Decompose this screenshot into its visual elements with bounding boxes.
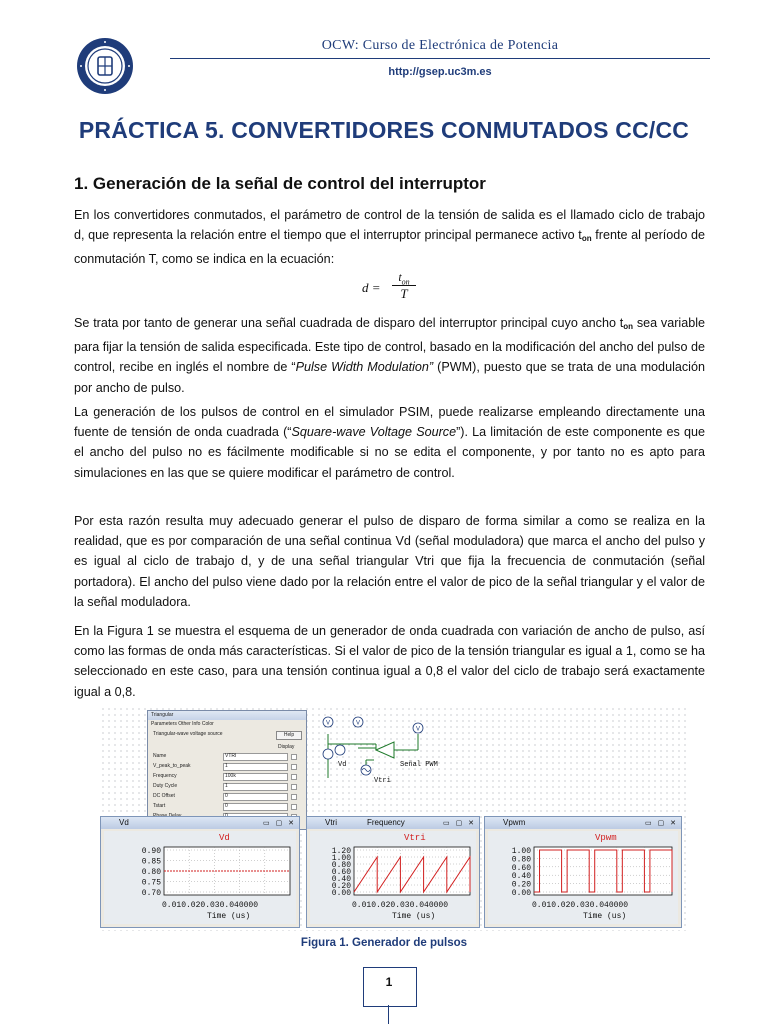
- param-value-input[interactable]: 1: [223, 783, 288, 791]
- display-checkbox[interactable]: [291, 754, 297, 760]
- display-checkbox[interactable]: [291, 764, 297, 770]
- display-checkbox[interactable]: [291, 774, 297, 780]
- dialog-subtitle: Triangular-wave voltage source: [153, 731, 223, 737]
- y-tick-label: 0.80: [511, 855, 531, 865]
- trace-name: Vpwm: [595, 833, 617, 843]
- dialog-title: Triangular: [148, 711, 306, 720]
- plot-area: [534, 847, 672, 895]
- param-row: [153, 763, 298, 770]
- y-tick-label: 0.40: [511, 872, 531, 882]
- section-heading: 1. Generación de la señal de control del interruptor: [74, 174, 486, 193]
- param-value-input[interactable]: VTRI: [223, 753, 288, 761]
- y-tick-label: 0.60: [511, 863, 531, 873]
- scope-window-vpwm[interactable]: [484, 816, 682, 928]
- param-value-input[interactable]: 0: [223, 793, 288, 801]
- window-buttons[interactable]: ▭ ▢ ✕: [645, 820, 678, 827]
- trace-name: Vd: [219, 833, 230, 843]
- probe-vtri-icon: V: [356, 720, 361, 727]
- param-row: [153, 773, 298, 780]
- y-tick-label: 0.70: [141, 889, 161, 898]
- y-tick-label: 1.00: [331, 854, 351, 863]
- schematic-label-vd: Vd: [338, 761, 347, 769]
- header-title: OCW: Curso de Electrónica de Potencia: [321, 38, 559, 53]
- x-tick-labels: 0.010.020.030.040000: [352, 901, 449, 910]
- dialog-tabs[interactable]: Parameters Other Info Color: [151, 721, 214, 727]
- x-axis-label: Time (us): [207, 912, 251, 921]
- param-name: V_peak_to_peak: [153, 763, 191, 769]
- schematic-label-pwm: Señal PWM: [400, 761, 438, 769]
- param-row: [153, 793, 298, 800]
- equation-denominator: T: [400, 286, 408, 301]
- equation-lhs: d =: [362, 280, 381, 295]
- help-button[interactable]: Help: [276, 731, 302, 740]
- document-title: PRÁCTICA 5. CONVERTIDORES CONMUTADOS CC/CC: [78, 117, 690, 143]
- y-tick-label: 0.20: [331, 882, 351, 891]
- header-divider: [170, 58, 710, 59]
- y-tick-label: 1.20: [331, 847, 351, 856]
- y-tick-label: 0.60: [331, 868, 351, 877]
- plot-vd: [104, 831, 296, 924]
- display-checkbox[interactable]: [291, 784, 297, 790]
- param-value-input[interactable]: 100k: [223, 773, 288, 781]
- display-checkbox[interactable]: [291, 804, 297, 810]
- param-value-input[interactable]: 1: [223, 763, 288, 771]
- header-url-link[interactable]: http://gsep.uc3m.es: [388, 66, 492, 78]
- y-tick-label: 0.40: [331, 875, 351, 884]
- y-tick-label: 0.85: [141, 857, 161, 867]
- y-tick-label: 0.75: [141, 878, 161, 888]
- scope-title-vd: Vd ▭ ▢ ✕: [101, 817, 299, 829]
- scope-title-vtri: Vtri Frequency ▭ ▢ ✕: [307, 817, 479, 829]
- page-number: 1: [385, 975, 393, 989]
- scope-window-vtri[interactable]: [306, 816, 480, 928]
- university-seal-logo: [76, 37, 134, 95]
- y-tick-label: 0.20: [511, 880, 531, 890]
- param-name: Name: [153, 753, 167, 759]
- y-tick-label: 1.00: [511, 847, 531, 856]
- scope-title-vpwm: Vpwm ▭ ▢ ✕: [485, 817, 681, 829]
- scope-window-vd[interactable]: [100, 816, 300, 928]
- y-tick-label: 0.00: [511, 889, 531, 898]
- equation-fraction: [392, 270, 416, 301]
- y-tick-label: 0.80: [331, 861, 351, 870]
- param-value-input[interactable]: 0: [223, 803, 288, 811]
- plot-vtri: [310, 831, 476, 924]
- param-row: [153, 803, 298, 810]
- paragraph-3: La generación de los pulsos de control en el simulador PSIM, puede realizarse empleando directamente una fuente de tensión de onda cuadrada (“Square-wave Voltage Source”). La limitación de este componente es que el ancho del pulso no es fácilmente modificable si no se edita el componente, y por tanto no es apto para simulaciones en las que se quiere modificar el parámetro de control.: [74, 405, 705, 480]
- x-axis-label: Time (us): [583, 912, 627, 921]
- triangular-source-dialog[interactable]: [147, 710, 307, 830]
- window-buttons[interactable]: ▭ ▢ ✕: [443, 820, 476, 827]
- paragraph-1: En los convertidores conmutados, el parámetro de control de la tensión de salida es el llamado ciclo de trabajo d, que representa la relación entre el tiempo que el interruptor principal permanece activo $t_{on}$ frente al período de conmutación T, como se indica en la ecuación:: [74, 208, 705, 267]
- param-row: [153, 753, 298, 760]
- x-tick-labels: 0.010.020.030.040000: [162, 901, 259, 910]
- y-tick-label: 0.90: [141, 847, 161, 856]
- param-name: DC Offset: [153, 793, 175, 799]
- param-name: Duty Cycle: [153, 783, 178, 789]
- trace-name: Vtri: [404, 833, 426, 843]
- x-axis-label: Time (us): [392, 912, 436, 921]
- y-tick-label: 0.80: [141, 868, 161, 877]
- param-name: Tstart: [153, 803, 166, 809]
- paragraph-2: Se trata por tanto de generar una señal cuadrada de disparo del interruptor principal cuyo ancho $t_{on}$ sea variable para fijar la tensión de salida especificada. Este tipo de control, basado en la modificación del ancho del pulso de control, recibe en inglés el nombre de “Pulse Width Modulation” (PWM), puesto que se trata de una modulación por ancho de pulso.: [74, 316, 706, 395]
- paragraph-4: Por esta razón resulta muy adecuado generar el pulso de disparo de forma similar a como se realiza en la realidad, que es por comparación de una señal continua Vd (señal moduladora) que marca el ancho del pulso y es igual al ciclo de trabajo d, y de una señal triangular Vtri que fija la frecuencia de conmutación (señal portadora). El ancho del pulso viene dado por la relación entre el valor de pico de la señal triangular y el valor de la señal moduladora.: [74, 514, 705, 609]
- pwm-schematic: [316, 714, 446, 796]
- schematic-label-vtri: Vtri: [374, 777, 391, 785]
- figure-caption: Figura 1. Generador de pulsos: [300, 937, 468, 949]
- frequency-menu[interactable]: Frequency: [367, 818, 405, 827]
- equation-numerator: $t_{on}$: [398, 270, 410, 287]
- param-row: [153, 783, 298, 790]
- param-name: Frequency: [153, 773, 177, 779]
- window-buttons[interactable]: ▭ ▢ ✕: [263, 820, 296, 827]
- probe-vd-icon: V: [326, 720, 331, 727]
- y-tick-label: 0.00: [331, 889, 351, 898]
- display-label: Display: [278, 744, 295, 750]
- page-header: [0, 0, 768, 100]
- figure-pwm-generator: [100, 706, 686, 931]
- x-tick-labels: 0.010.020.030.040000: [532, 901, 629, 910]
- plot-vpwm: [488, 831, 678, 924]
- display-checkbox[interactable]: [291, 794, 297, 800]
- probe-pwm-icon: V: [416, 726, 421, 733]
- paragraph-5: En la Figura 1 se muestra el esquema de un generador de onda cuadrada con variación de ancho de pulso, así como las formas de onda más características. Si el valor de pico de la tensión triangular es igual a 1, como se ha seleccionado en este caso, para una tensión continua igual a 0,8 el valor del ciclo de trabajo será exactamente igual a 0,8.: [74, 624, 705, 699]
- page-number-stem: [388, 1005, 389, 1024]
